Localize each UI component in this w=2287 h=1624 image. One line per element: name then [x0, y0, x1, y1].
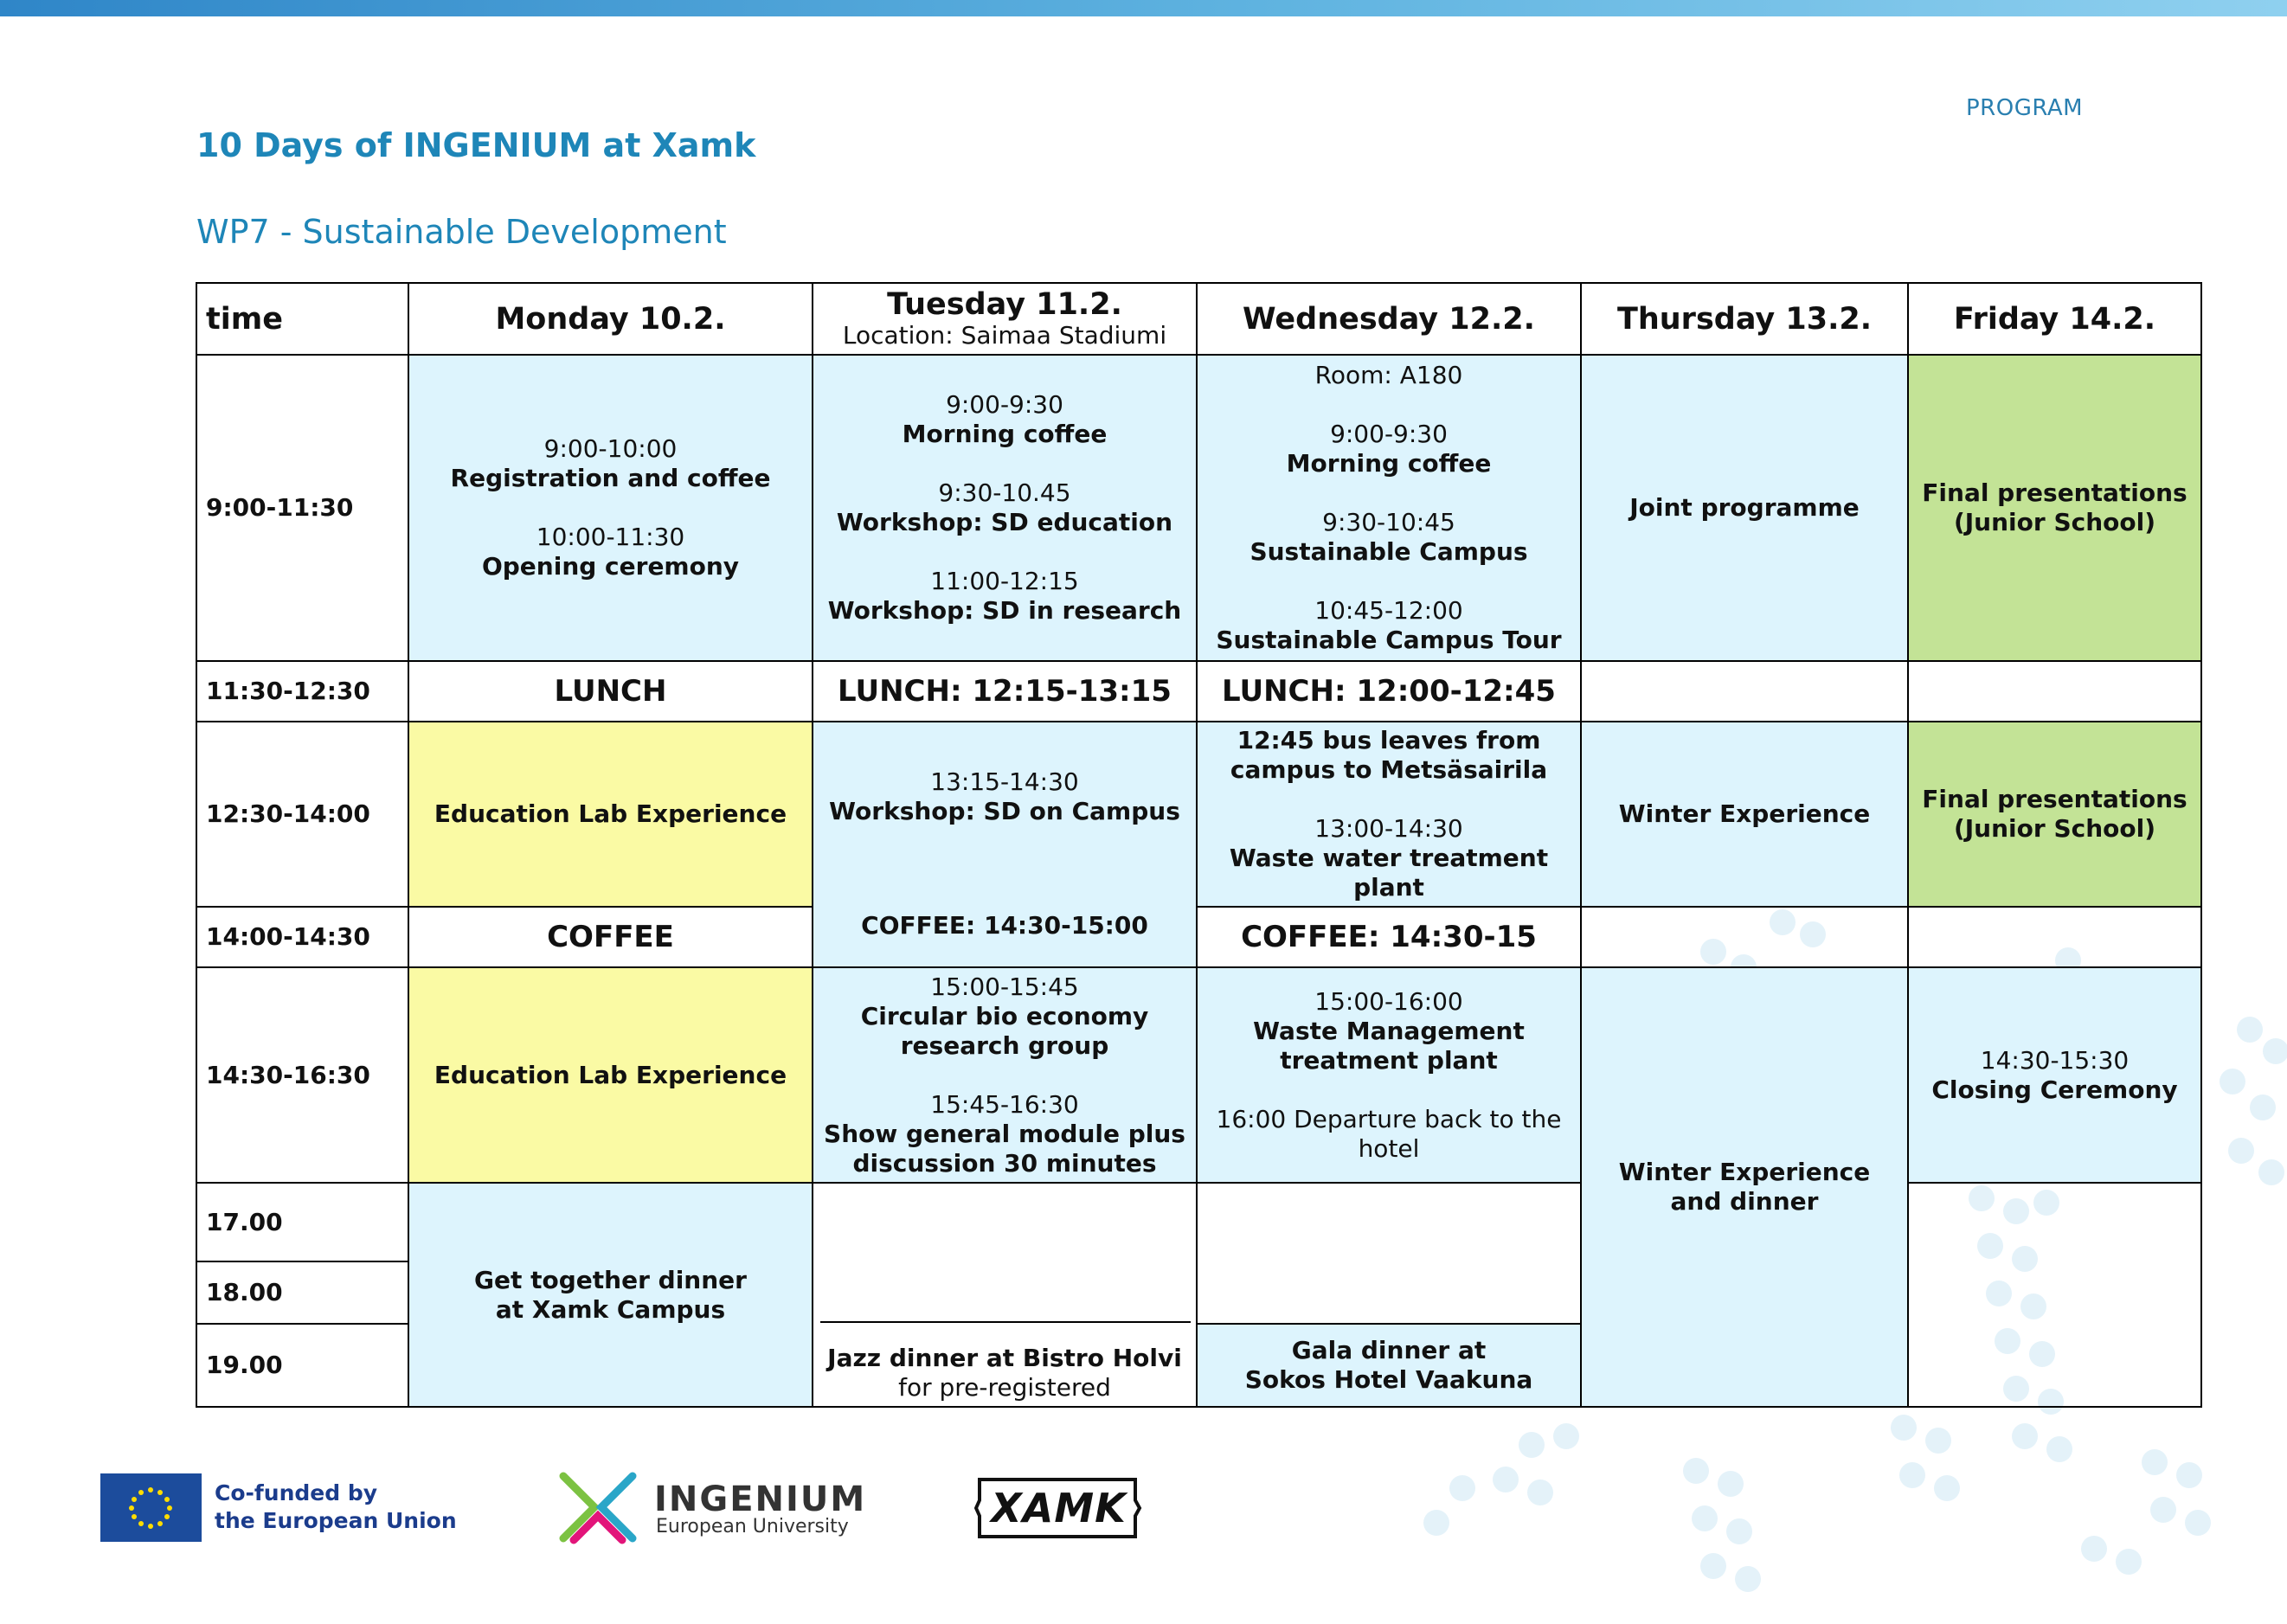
page-subtitle: WP7 - Sustainable Development: [196, 213, 727, 251]
tuesday-afternoon: 13:15-14:30 Workshop: SD on Campus COFFEE: 14:30-15:00: [812, 721, 1198, 968]
header-monday: Monday 10.2.: [408, 282, 813, 356]
wednesday-lunch: LUNCH: 12:00-12:45: [1196, 660, 1582, 722]
room-label: Room: A180: [1314, 361, 1463, 389]
time-slot: 17.00: [196, 1182, 409, 1262]
divider: [820, 1321, 1191, 1323]
header-thursday: Thursday 13.2.: [1580, 282, 1909, 356]
time-slot: 19.00: [196, 1323, 409, 1408]
eu-flag-logo: [100, 1473, 202, 1542]
thursday-morning: Joint programme: [1580, 354, 1909, 662]
tuesday-lunch: LUNCH: 12:15-13:15: [812, 660, 1198, 722]
monday-lab-1: Education Lab Experience: [408, 721, 813, 908]
ingenium-subtitle: European University: [656, 1516, 849, 1537]
eu-cofunded-text: Co-funded by the European Union: [215, 1480, 457, 1533]
header-friday: Friday 14.2.: [1907, 282, 2202, 356]
monday-morning: 9:00-10:00 Registration and coffee 10:00-11:30 Opening ceremony: [408, 354, 813, 662]
ingenium-logo-text: INGENIUM: [654, 1480, 867, 1519]
wednesday-gala: Gala dinner at Sokos Hotel Vaakuna: [1196, 1323, 1582, 1408]
program-label: PROGRAM: [1966, 95, 2084, 121]
friday-lunch-empty: [1907, 660, 2202, 722]
monday-lab-2: Education Lab Experience: [408, 966, 813, 1184]
thursday-afternoon: Winter Experience: [1580, 721, 1909, 908]
time-slot: 18.00: [196, 1261, 409, 1325]
tuesday-location: Location: Saimaa Stadiumi: [842, 320, 1167, 350]
thursday-coffee-empty: [1580, 906, 1909, 968]
header-wednesday: Wednesday 12.2.: [1196, 282, 1582, 356]
wednesday-late-afternoon: 15:00-16:00 Waste Management treatment plant 16:00 Departure back to the hotel: [1196, 966, 1582, 1184]
tuesday-late-afternoon: 15:00-15:45 Circular bio economy research group 15:45-16:30 Show general module plus discussion 30 minutes: [812, 966, 1198, 1184]
wednesday-afternoon: 12:45 bus leaves from campus to Metsäsairila 13:00-14:30 Waste water treatment plant: [1196, 721, 1582, 908]
tuesday-evening: Jazz dinner at Bistro Holvi for pre-registered: [812, 1182, 1198, 1408]
eu-stars-icon: [100, 1473, 202, 1542]
tuesday-morning: 9:00-9:30 Morning coffee 9:30-10.45 Workshop: SD education 11:00-12:15 Workshop: SD in research: [812, 354, 1198, 662]
friday-evening-empty: [1907, 1182, 2202, 1408]
monday-dinner: Get together dinner at Xamk Campus: [408, 1182, 813, 1408]
time-slot: 14:30-16:30: [196, 966, 409, 1184]
wednesday-evening-empty: [1196, 1182, 1582, 1325]
thursday-lunch-empty: [1580, 660, 1909, 722]
top-gradient-bar: [0, 0, 2287, 16]
friday-afternoon: Final presentations (Junior School): [1907, 721, 2202, 908]
friday-closing: 14:30-15:30 Closing Ceremony: [1907, 966, 2202, 1184]
header-tuesday: Tuesday 11.2. Location: Saimaa Stadiumi: [812, 282, 1198, 356]
time-slot: 14:00-14:30: [196, 906, 409, 968]
page-title: 10 Days of INGENIUM at Xamk: [196, 126, 756, 164]
monday-lunch: LUNCH: [408, 660, 813, 722]
wednesday-coffee: COFFEE: 14:30-15: [1196, 906, 1582, 968]
monday-coffee: COFFEE: [408, 906, 813, 968]
ingenium-x-icon: [556, 1471, 639, 1545]
thursday-evening: Winter Experience and dinner: [1580, 966, 1909, 1408]
friday-coffee-empty: [1907, 906, 2202, 968]
time-slot: 9:00-11:30: [196, 354, 409, 662]
wednesday-morning: Room: A180 9:00-9:30 Morning coffee 9:30-10:45 Sustainable Campus 10:45-12:00 Sustainable Campus Tour: [1196, 354, 1582, 662]
time-slot: 11:30-12:30: [196, 660, 409, 722]
time-slot: 12:30-14:00: [196, 721, 409, 908]
xamk-logo: XAMK: [974, 1474, 1143, 1542]
friday-morning: Final presentations (Junior School): [1907, 354, 2202, 662]
tuesday-coffee: COFFEE: 14:30-15:00: [861, 911, 1148, 940]
header-time: time: [196, 282, 409, 356]
